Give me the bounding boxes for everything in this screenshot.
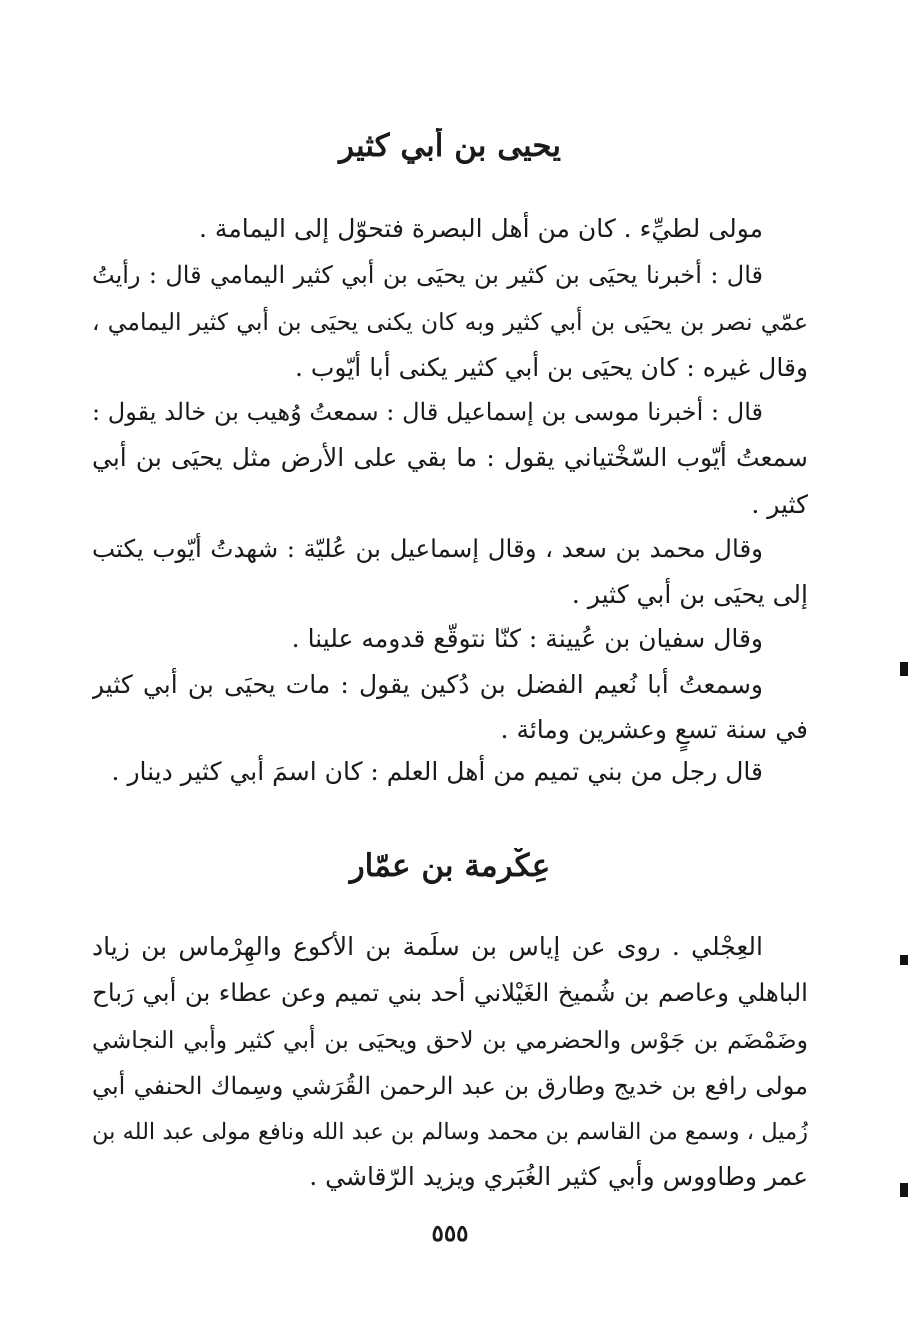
text-line: مولى رافع بن خديج وطارق بن عبد الرحمن القُرَشي وسِماك الحنفي أبي (92, 1072, 808, 1100)
text-line: وقال غيره : كان يحيَى بن أبي كثير يكنى أبا أيّوب . (295, 353, 808, 382)
text-line: العِجْلي . روى عن إياس بن سلَمة بن الأكوع والهِرْماس بن زياد (92, 932, 763, 961)
scan-edge-mark (900, 1183, 908, 1197)
page-number: ٥٥٥ (431, 1220, 469, 1247)
scan-edge-mark (900, 955, 908, 965)
text-line: قال : أخبرنا يحيَى بن كثير بن يحيَى بن أبي كثير اليمامي قال : رأيتُ (92, 261, 763, 289)
text-line: قال : أخبرنا موسى بن إسماعيل قال : سمعتُ وُهيب بن خالد يقول : (92, 398, 763, 426)
text-line: عمر وطاووس وأبي كثير الغُبَري ويزيد الرّقاشي . (309, 1162, 808, 1191)
text-line: سمعتُ أيّوب السّخْتياني يقول : ما بقي على الأرض مثل يحيَى بن أبي (92, 443, 808, 472)
text-line: مولى لطيِّء . كان من أهل البصرة فتحوّل إلى اليمامة . (199, 214, 763, 243)
text-line: إلى يحيَى بن أبي كثير . (571, 580, 808, 609)
section-title-yahya: يحيى بن أبي كثير (338, 128, 562, 164)
text-line: وقال سفيان بن عُيينة : كنّا نتوقّع قدومه علينا . (291, 624, 763, 653)
book-page (92, 0, 808, 1335)
section-title-ikrima: عِكْرمة بن عمّار (349, 848, 551, 884)
text-line: قال رجل من بني تميم من أهل العلم : كان اسمَ أبي كثير دينار . (111, 757, 763, 786)
text-line: وسمعتُ أبا نُعيم الفضل بن دُكين يقول : مات يحيَى بن أبي كثير (92, 670, 763, 699)
text-line: وضَمْضَم بن جَوْس والحضرمي بن لاحق ويحيَى بن أبي كثير وأبي النجاشي (92, 1026, 808, 1054)
scan-edge-mark (900, 662, 908, 676)
text-line: الباهلي وعاصم بن شُميخ الغَيْلاني أحد بني تميم وعن عطاء بن أبي رَباح (92, 978, 808, 1007)
text-line: زُميل ، وسمع من القاسم بن محمد وسالم بن عبد الله ونافع مولى عبد الله بن (92, 1119, 808, 1145)
text-line: وقال محمد بن سعد ، وقال إسماعيل بن عُليّة : شهدتُ أيّوب يكتب (92, 534, 763, 563)
text-line: في سنة تسعٍ وعشرين ومائة . (500, 715, 808, 744)
text-line: عمّي نصر بن يحيَى بن أبي كثير وبه كان يكنى يحيَى بن أبي كثير اليمامي ، (92, 308, 808, 336)
text-line: كثير . (751, 490, 808, 519)
